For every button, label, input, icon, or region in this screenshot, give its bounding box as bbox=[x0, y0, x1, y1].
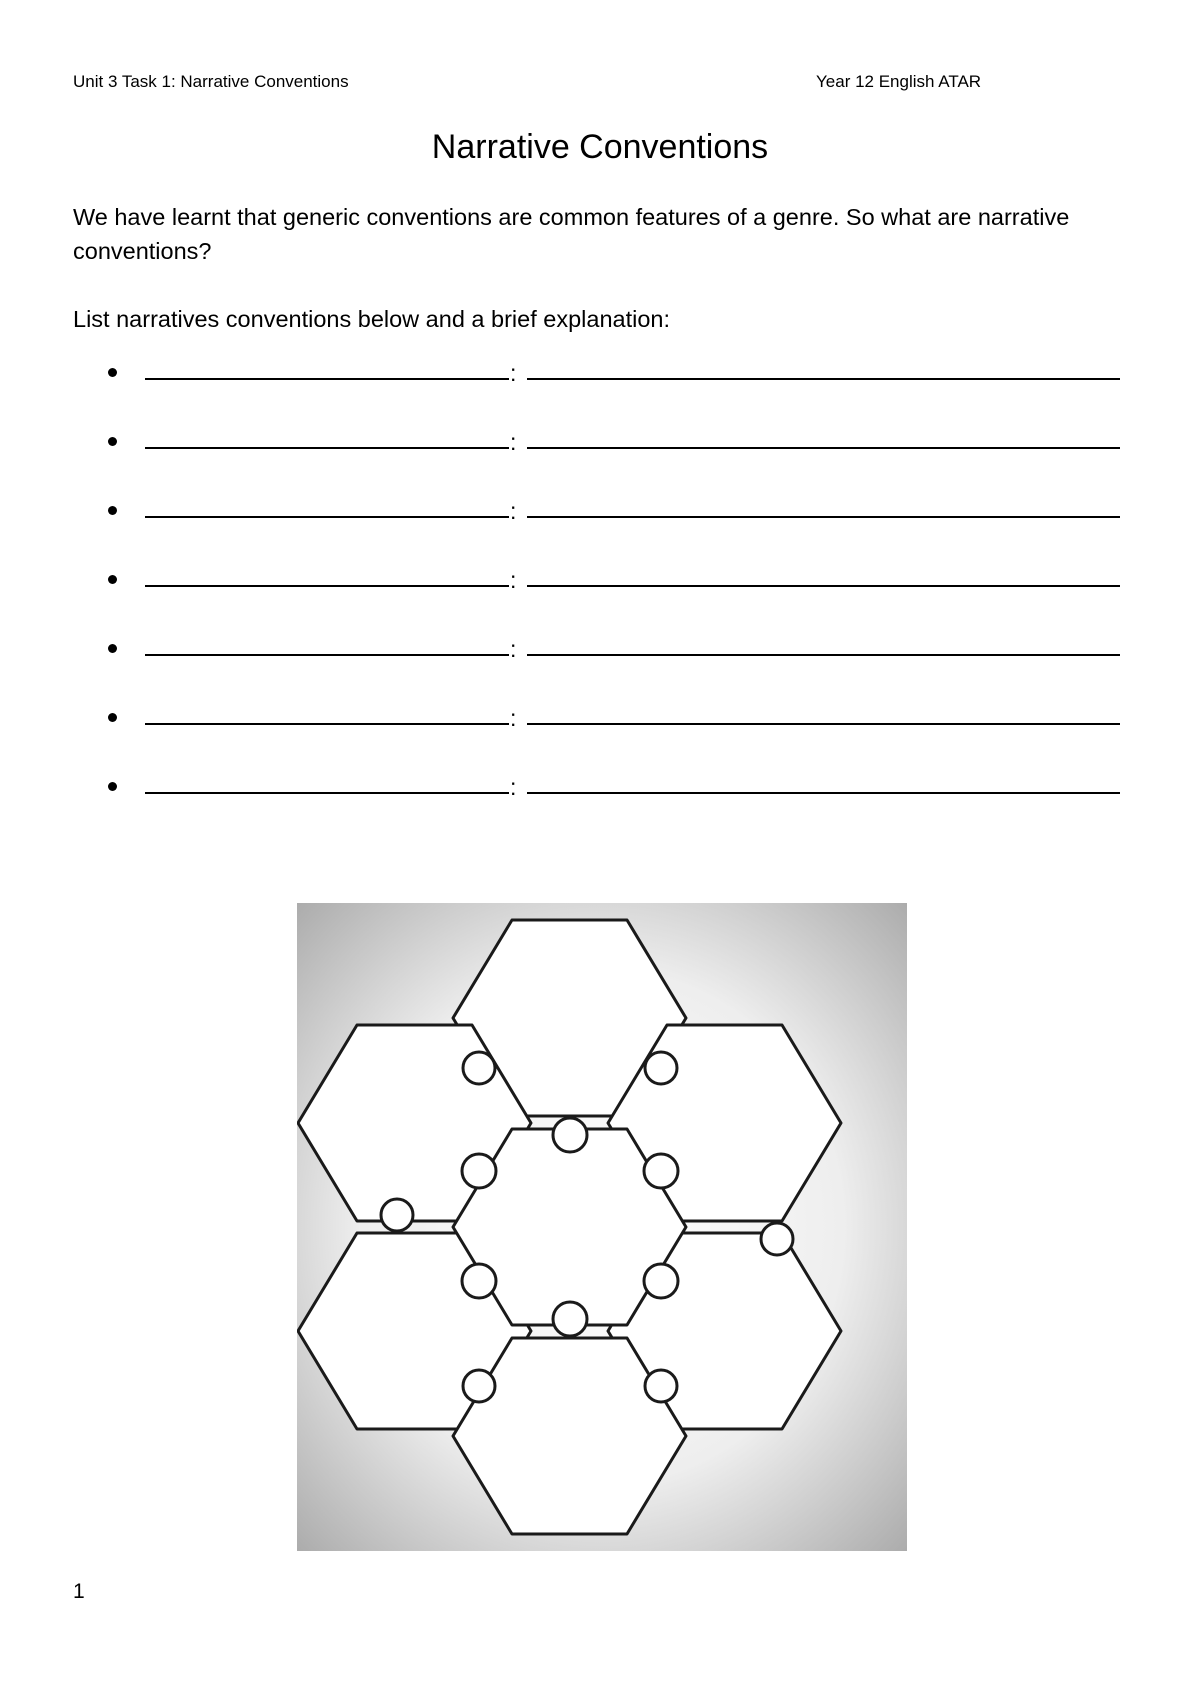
intro-paragraph: We have learnt that generic conventions are common features of a genre. So what are narrative conventions? bbox=[73, 204, 1070, 264]
separator: : bbox=[510, 636, 517, 662]
separator: : bbox=[510, 705, 517, 731]
separator: : bbox=[510, 360, 517, 386]
convention-blank[interactable] bbox=[145, 792, 509, 794]
explanation-blank[interactable] bbox=[527, 585, 1120, 587]
explanation-blank[interactable] bbox=[527, 516, 1120, 518]
list-item bbox=[0, 705, 1200, 763]
hexagon-puzzle-image bbox=[297, 903, 907, 1551]
convention-blank[interactable] bbox=[145, 516, 509, 518]
list-item bbox=[0, 567, 1200, 625]
bullet-icon bbox=[108, 713, 117, 722]
instruction-text: List narratives conventions below and a brief explanation: bbox=[73, 306, 671, 332]
separator: : bbox=[510, 498, 517, 524]
list-item bbox=[0, 636, 1200, 694]
convention-blank[interactable] bbox=[145, 585, 509, 587]
convention-blank[interactable] bbox=[145, 723, 509, 725]
bullet-icon bbox=[108, 368, 117, 377]
separator: : bbox=[510, 774, 517, 800]
convention-blank[interactable] bbox=[145, 654, 509, 656]
header-course: Year 12 English ATAR bbox=[816, 72, 982, 91]
explanation-blank[interactable] bbox=[527, 792, 1120, 794]
list-item bbox=[0, 774, 1200, 832]
list-item bbox=[0, 429, 1200, 487]
separator: : bbox=[510, 429, 517, 455]
explanation-blank[interactable] bbox=[527, 654, 1120, 656]
explanation-blank[interactable] bbox=[527, 378, 1120, 380]
hexagon-puzzle-icon bbox=[297, 903, 907, 1551]
bullet-icon bbox=[108, 437, 117, 446]
explanation-blank[interactable] bbox=[527, 447, 1120, 449]
list-item bbox=[0, 498, 1200, 556]
separator: : bbox=[510, 567, 517, 593]
bullet-icon bbox=[108, 644, 117, 653]
explanation-blank[interactable] bbox=[527, 723, 1120, 725]
bullet-icon bbox=[108, 506, 117, 515]
page-title: Narrative Conventions bbox=[431, 128, 769, 166]
page-number: 1 bbox=[73, 1580, 85, 1603]
bullet-icon bbox=[108, 782, 117, 791]
convention-blank[interactable] bbox=[145, 378, 509, 380]
list-item bbox=[0, 360, 1200, 418]
header-unit-task: Unit 3 Task 1: Narrative Conventions bbox=[73, 72, 349, 91]
convention-blank[interactable] bbox=[145, 447, 509, 449]
bullet-icon bbox=[108, 575, 117, 584]
